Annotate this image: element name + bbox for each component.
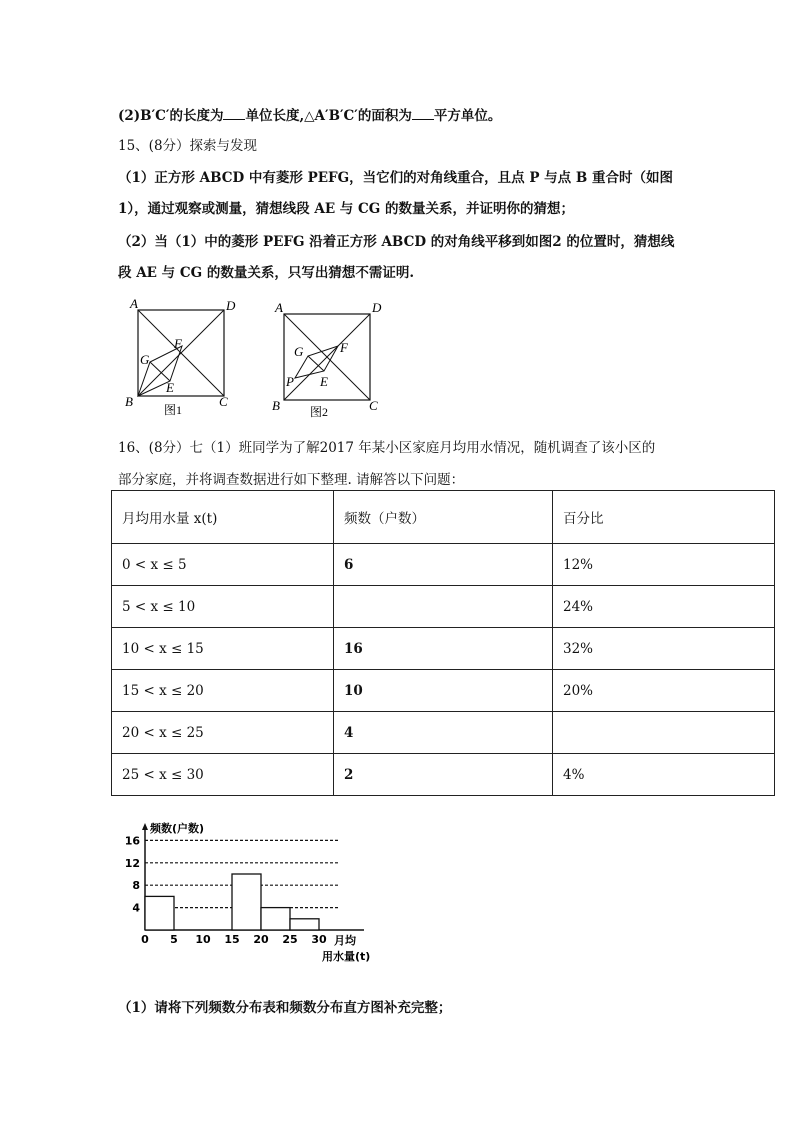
question-16-line-2: 部分家庭，并将调查数据进行如下整理. 请解答以下问题： [118,472,465,488]
label-A: A [130,296,138,311]
label-B: B [272,398,280,413]
label-E: E [166,380,174,395]
cell-range: 10 < x ≤ 15 [112,628,334,670]
label-D: D [226,298,236,313]
question-16-line-1: 16、(8分）七（1）班同学为了解2017 年某小区家庭月均用水情况，随机调查了该小区的 [118,440,656,456]
header-water-usage: 月均用水量 x(t) [112,491,334,544]
histogram-bar [261,908,290,930]
cell-frequency: 4 [334,712,553,754]
cell-frequency: 6 [334,544,553,586]
q14-text-b: 单位长度,△A′B′C′的面积为 [245,108,412,124]
x-tick-label: 20 [253,933,269,946]
table-row [112,712,775,754]
figure-2-caption: 图2 [310,405,329,419]
table-row [112,544,775,586]
q14-text-c: 平方单位。 [433,108,502,124]
frequency-table [111,490,775,796]
cell-percentage: 4% [553,754,775,796]
cell-range: 0 < x ≤ 5 [112,544,334,586]
histogram-bar [232,874,261,930]
figure-1-caption: 图1 [164,403,183,417]
cell-range: 5 < x ≤ 10 [112,586,334,628]
y-tick-label: 4 [132,901,140,915]
answer-blank [412,107,434,120]
cell-range: 25 < x ≤ 30 [112,754,334,796]
table-row [112,628,775,670]
label-A: A [275,300,283,315]
question-15-part-2-line-2: 段 AE 与 CG 的数量关系，只写出猜想不需证明. [118,265,415,281]
figure-1 [120,296,245,425]
answer-blank [223,107,245,120]
question-15-part-1-line-1: （1）正方形 ABCD 中有菱形 PEFG，当它们的对角线重合，且点 P 与点 B 重合时（如图 [118,170,673,186]
label-E: E [320,374,328,389]
label-C: C [369,398,378,413]
histogram-bar [145,896,174,930]
question-16-sub-1: （1）请将下列频数分布表和频数分布直方图补充完整； [118,1000,452,1016]
table-row [112,670,775,712]
cell-percentage: 20% [553,670,775,712]
cell-percentage: 12% [553,544,775,586]
x-tick-label: 15 [224,933,240,946]
cell-percentage: 32% [553,628,775,670]
figure-2 [266,298,391,427]
histogram-x-label-line-2: 用水量(t) [322,950,371,963]
label-G: G [140,352,150,367]
cell-range: 20 < x ≤ 25 [112,712,334,754]
y-axis-arrow [142,823,148,830]
label-F: F [340,340,348,355]
label-F: F [174,336,182,351]
x-tick-label: 30 [311,933,327,946]
y-tick-label: 12 [124,856,140,870]
y-tick-label: 16 [124,834,140,848]
figure-1-diagram [120,296,245,421]
label-B: B [125,394,133,409]
table-row [112,586,775,628]
x-tick-label: 10 [195,933,211,946]
cell-frequency [334,586,553,628]
question-14-part-2 [118,104,501,124]
label-C: C [219,394,228,409]
x-tick-label: 25 [282,933,298,946]
cell-frequency: 2 [334,754,553,796]
cell-percentage [553,712,775,754]
y-tick-label: 8 [132,879,140,893]
q14-text-a: (2)B′C′的长度为 [118,108,224,124]
label-P: P [286,374,294,389]
header-frequency: 频数（户数） [334,491,553,544]
figure-2-diagram [266,298,391,423]
cell-percentage: 24% [553,586,775,628]
cell-frequency: 10 [334,670,553,712]
frequency-histogram [122,818,392,972]
header-percentage: 百分比 [553,491,775,544]
question-15-title: 15、(8分）探索与发现 [118,138,258,154]
histogram-svg [122,818,392,968]
question-15-part-2-line-1: （2）当（1）中的菱形 PEFG 沿着正方形 ABCD 的对角线平移到如图2 的位置时，猜想线 [118,234,675,250]
histogram-x-label-line-1: 月均 [334,934,356,947]
cell-frequency: 16 [334,628,553,670]
histogram-y-label: 频数(户数) [150,822,205,835]
question-15-part-1-line-2: 1），通过观察或测量，猜想线段 AE 与 CG 的数量关系，并证明你的猜想； [118,201,574,217]
label-G: G [294,344,304,359]
table-row [112,754,775,796]
x-tick-label: 5 [170,933,178,946]
histogram-bar [290,919,319,930]
cell-range: 15 < x ≤ 20 [112,670,334,712]
table-header-row [112,491,775,544]
label-D: D [372,300,382,315]
x-tick-label: 0 [141,933,149,946]
